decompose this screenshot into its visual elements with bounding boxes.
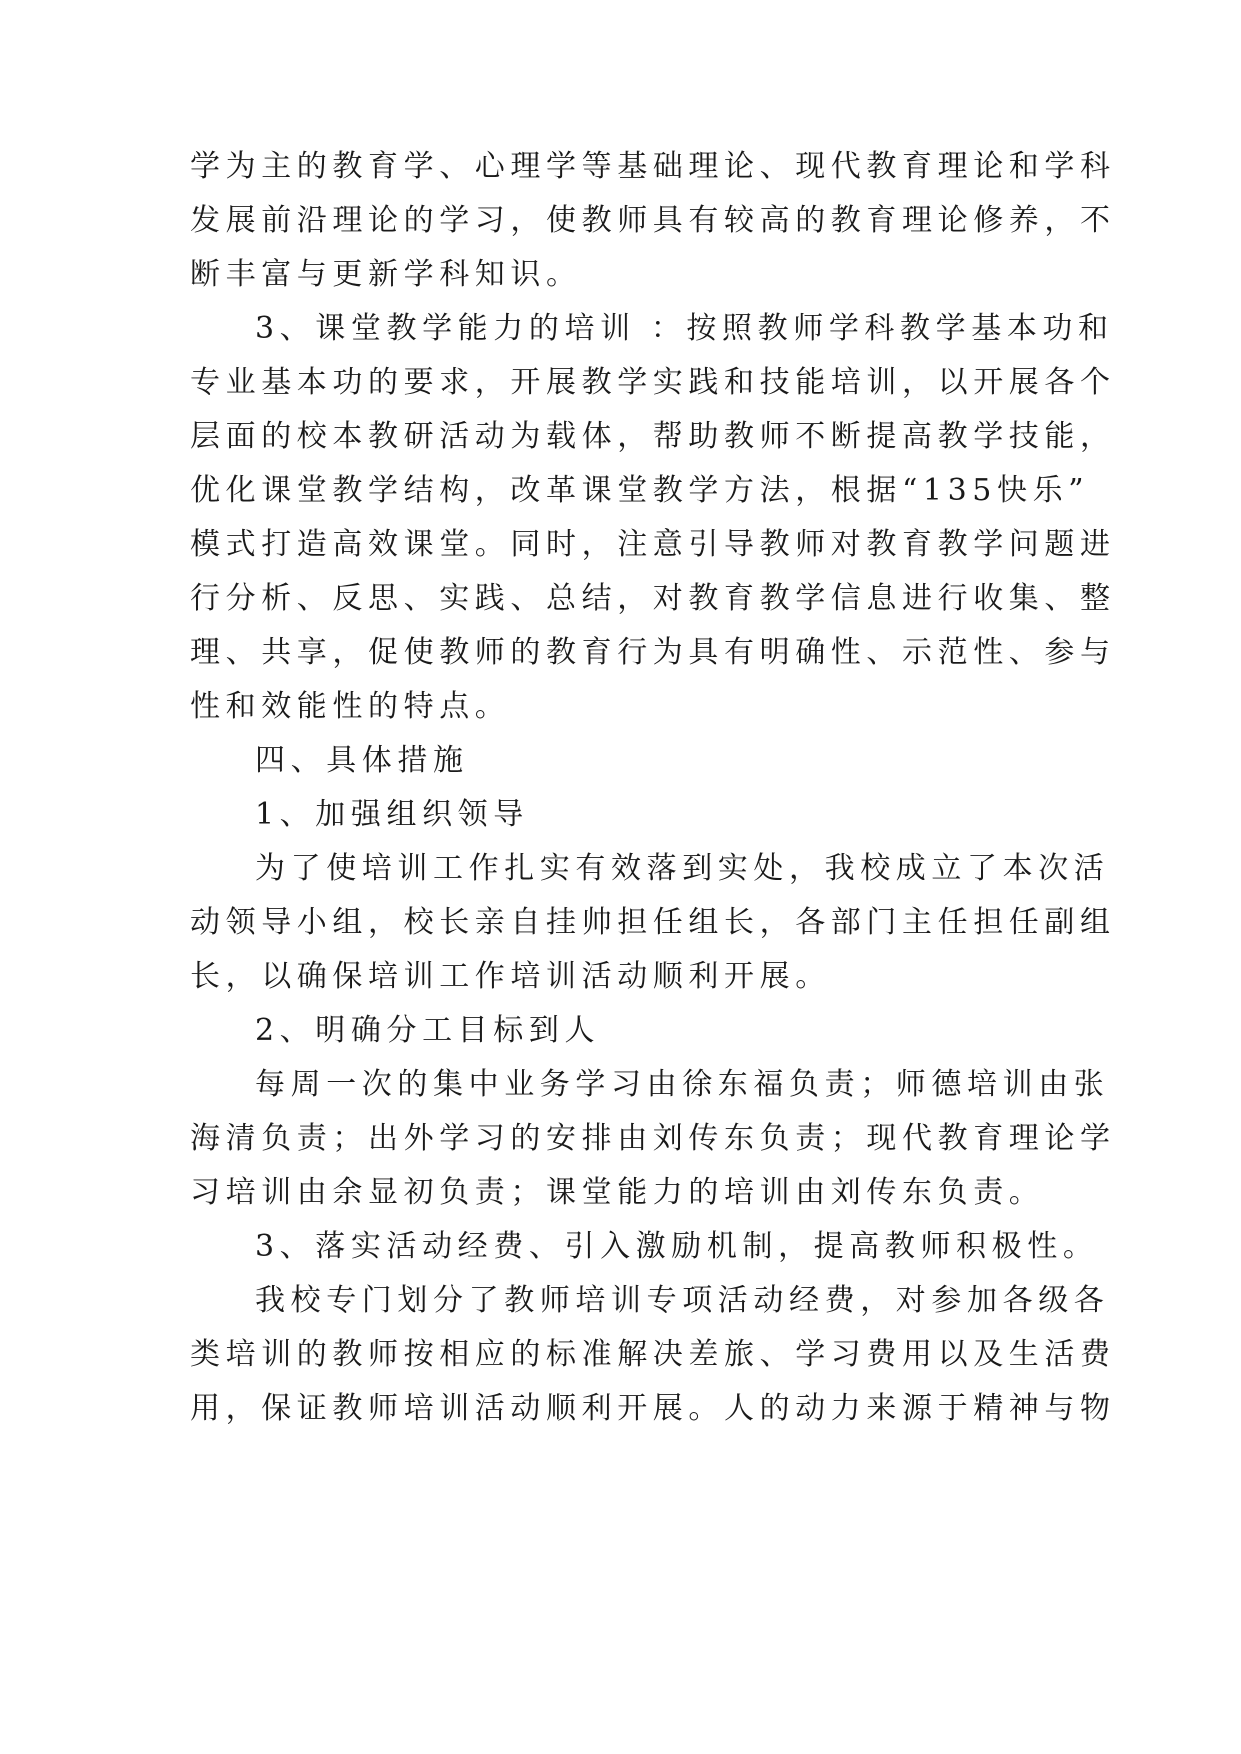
subsection-heading: 2、明确分工目标到人 [255,1013,601,1048]
body-text-line: 性和效能性的特点。 [190,689,511,724]
body-text-line: 专业基本功的要求，开展教学实践和技能培训，以开展各个 [190,365,1116,400]
body-text-line: 动领导小组，校长亲自挂帅担任组长，各部门主任担任副组 [190,905,1116,940]
section-heading: 四、具体措施 [255,743,469,778]
body-text-line: 模式打造高效课堂。同时，注意引导教师对教育教学问题进 [190,527,1116,562]
body-text-line: 用，保证教师培训活动顺利开展。人的动力来源于精神与物 [190,1391,1116,1426]
body-text-line: 长，以确保培训工作培训活动顺利开展。 [190,959,831,994]
body-text-line: 学为主的教育学、心理学等基础理论、现代教育理论和学科 [190,149,1116,184]
body-text-line: 层面的校本教研活动为载体，帮助教师不断提高教学技能， [190,419,1116,454]
body-text-line: 习培训由余显初负责；课堂能力的培训由刘传东负责。 [190,1175,1045,1210]
body-text-line: 优化课堂教学结构，改革课堂教学方法，根据“135快乐” [190,473,1090,508]
body-text-line: 海清负责；出外学习的安排由刘传东负责；现代教育理论学 [190,1121,1116,1156]
body-text-line: 发展前沿理论的学习，使教师具有较高的教育理论修养，不 [190,203,1116,238]
body-text-line: 类培训的教师按相应的标准解决差旅、学习费用以及生活费 [190,1337,1116,1372]
section-heading: 3、课堂教学能力的培训 ：按照教师学科教学基本功和 [255,311,1114,346]
paragraph-first-line: 每周一次的集中业务学习由徐东福负责；师德培训由张 [255,1067,1110,1102]
body-text-line: 理、共享，促使教师的教育行为具有明确性、示范性、参与 [190,635,1116,670]
subsection-heading: 3、落实活动经费、引入激励机制，提高教师积极性。 [255,1229,1099,1264]
paragraph-first-line: 我校专门划分了教师培训专项活动经费，对参加各级各 [255,1283,1110,1318]
paragraph-first-line: 为了使培训工作扎实有效落到实处，我校成立了本次活 [255,851,1110,886]
body-text-line: 断丰富与更新学科知识。 [190,257,582,292]
body-text-line: 行分析、反思、实践、总结，对教育教学信息进行收集、整 [190,581,1116,616]
subsection-heading: 1、加强组织领导 [255,797,529,832]
